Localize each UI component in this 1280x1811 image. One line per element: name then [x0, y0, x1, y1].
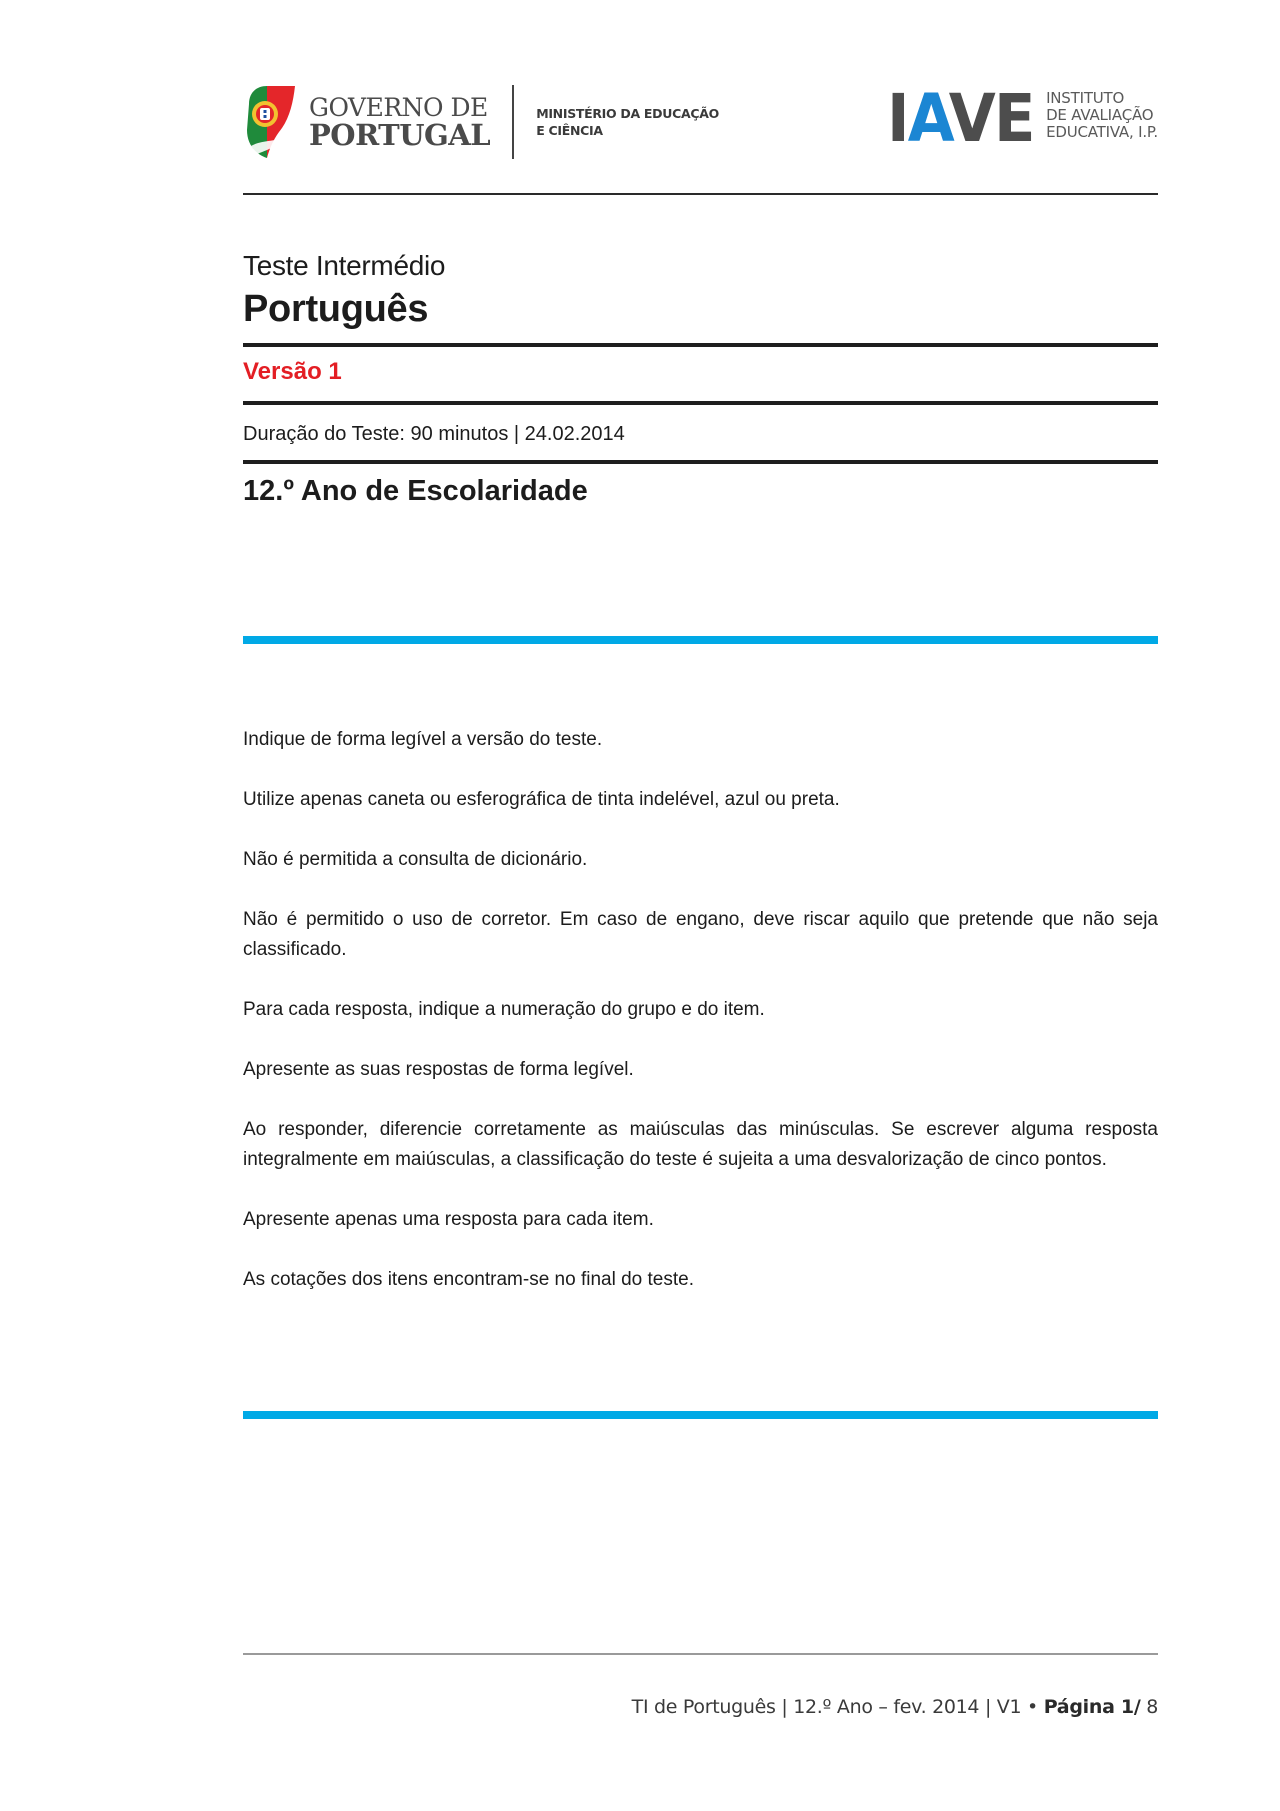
gov-line2: PORTUGAL	[309, 117, 491, 152]
instruction-item: Para cada resposta, indique a numeração do grupo e do item.	[243, 999, 765, 1020]
iave-line2: DE AVALIAÇÃO	[1046, 106, 1154, 124]
ministry-line1: MINISTÉRIO DA EDUCAÇÃO	[536, 106, 719, 121]
footer-text: TI de Português | 12.º Ano – fev. 2014 | V1 •	[631, 1696, 1044, 1718]
instruction-item: Apresente apenas uma resposta para cada item.	[243, 1209, 654, 1230]
iave-letter-i: I	[886, 80, 908, 157]
logo-divider	[512, 85, 514, 159]
instruction-item: As cotações dos itens encontram-se no final do teste.	[243, 1269, 694, 1290]
version-label: Versão 1	[243, 358, 342, 385]
title-divider-3	[243, 460, 1158, 464]
page-number-label: Página 1/	[1043, 1696, 1141, 1718]
gov-line1: GOVERNO DE	[309, 92, 488, 122]
title-divider-1	[243, 343, 1158, 347]
instructions-bottom-bar	[243, 1411, 1158, 1419]
document-page	[243, 0, 1158, 1811]
subject-title: Português	[243, 288, 429, 330]
governo-de-portugal-logo	[243, 84, 719, 160]
instruction-item: Não é permitida a consulta de dicionário.	[243, 849, 588, 870]
instruction-item: Apresente as suas respostas de forma legível.	[243, 1059, 634, 1080]
governo-de-portugal-wordmark	[309, 92, 491, 152]
portugal-emblem-icon	[243, 84, 299, 160]
ministry-line2: E CIÊNCIA	[536, 123, 603, 138]
instruction-item: Utilize apenas caneta ou esferográfica de tinta indelével, azul ou preta.	[243, 789, 840, 810]
page-footer	[632, 1696, 1158, 1718]
instruction-item: Ao responder, diferencie corretamente as maiúsculas das minúsculas. Se escrever alguma resposta integralmente em maiúsculas, a classificação do teste é sujeita a uma desvalorização de cinco pontos.	[243, 1119, 1158, 1170]
instruction-item: Não é permitido o uso de corretor. Em caso de engano, deve riscar aquilo que pretende que não seja classificado.	[243, 909, 1158, 960]
instructions-top-bar	[243, 636, 1158, 644]
footer-divider	[243, 1653, 1158, 1655]
title-divider-2	[243, 401, 1158, 405]
page-total: 8	[1140, 1696, 1158, 1718]
iave-logo	[886, 80, 1158, 157]
iave-line3: EDUCATIVA, I.P.	[1046, 123, 1158, 141]
iave-letter-a: A	[907, 80, 949, 157]
iave-line1: INSTITUTO	[1046, 89, 1125, 107]
school-year: 12.º Ano de Escolaridade	[243, 475, 588, 507]
ministry-name	[536, 105, 719, 139]
test-duration-date: Duração do Teste: 90 minutos | 24.02.2014	[243, 423, 625, 445]
instructions-list	[243, 725, 1158, 1325]
iave-letters-ve: VE	[948, 80, 1034, 157]
test-type: Teste Intermédio	[243, 250, 446, 281]
header-divider	[243, 193, 1158, 195]
instruction-item: Indique de forma legível a versão do teste.	[243, 729, 603, 750]
iave-wordmark	[886, 80, 1034, 157]
iave-institute-name	[1046, 90, 1158, 141]
